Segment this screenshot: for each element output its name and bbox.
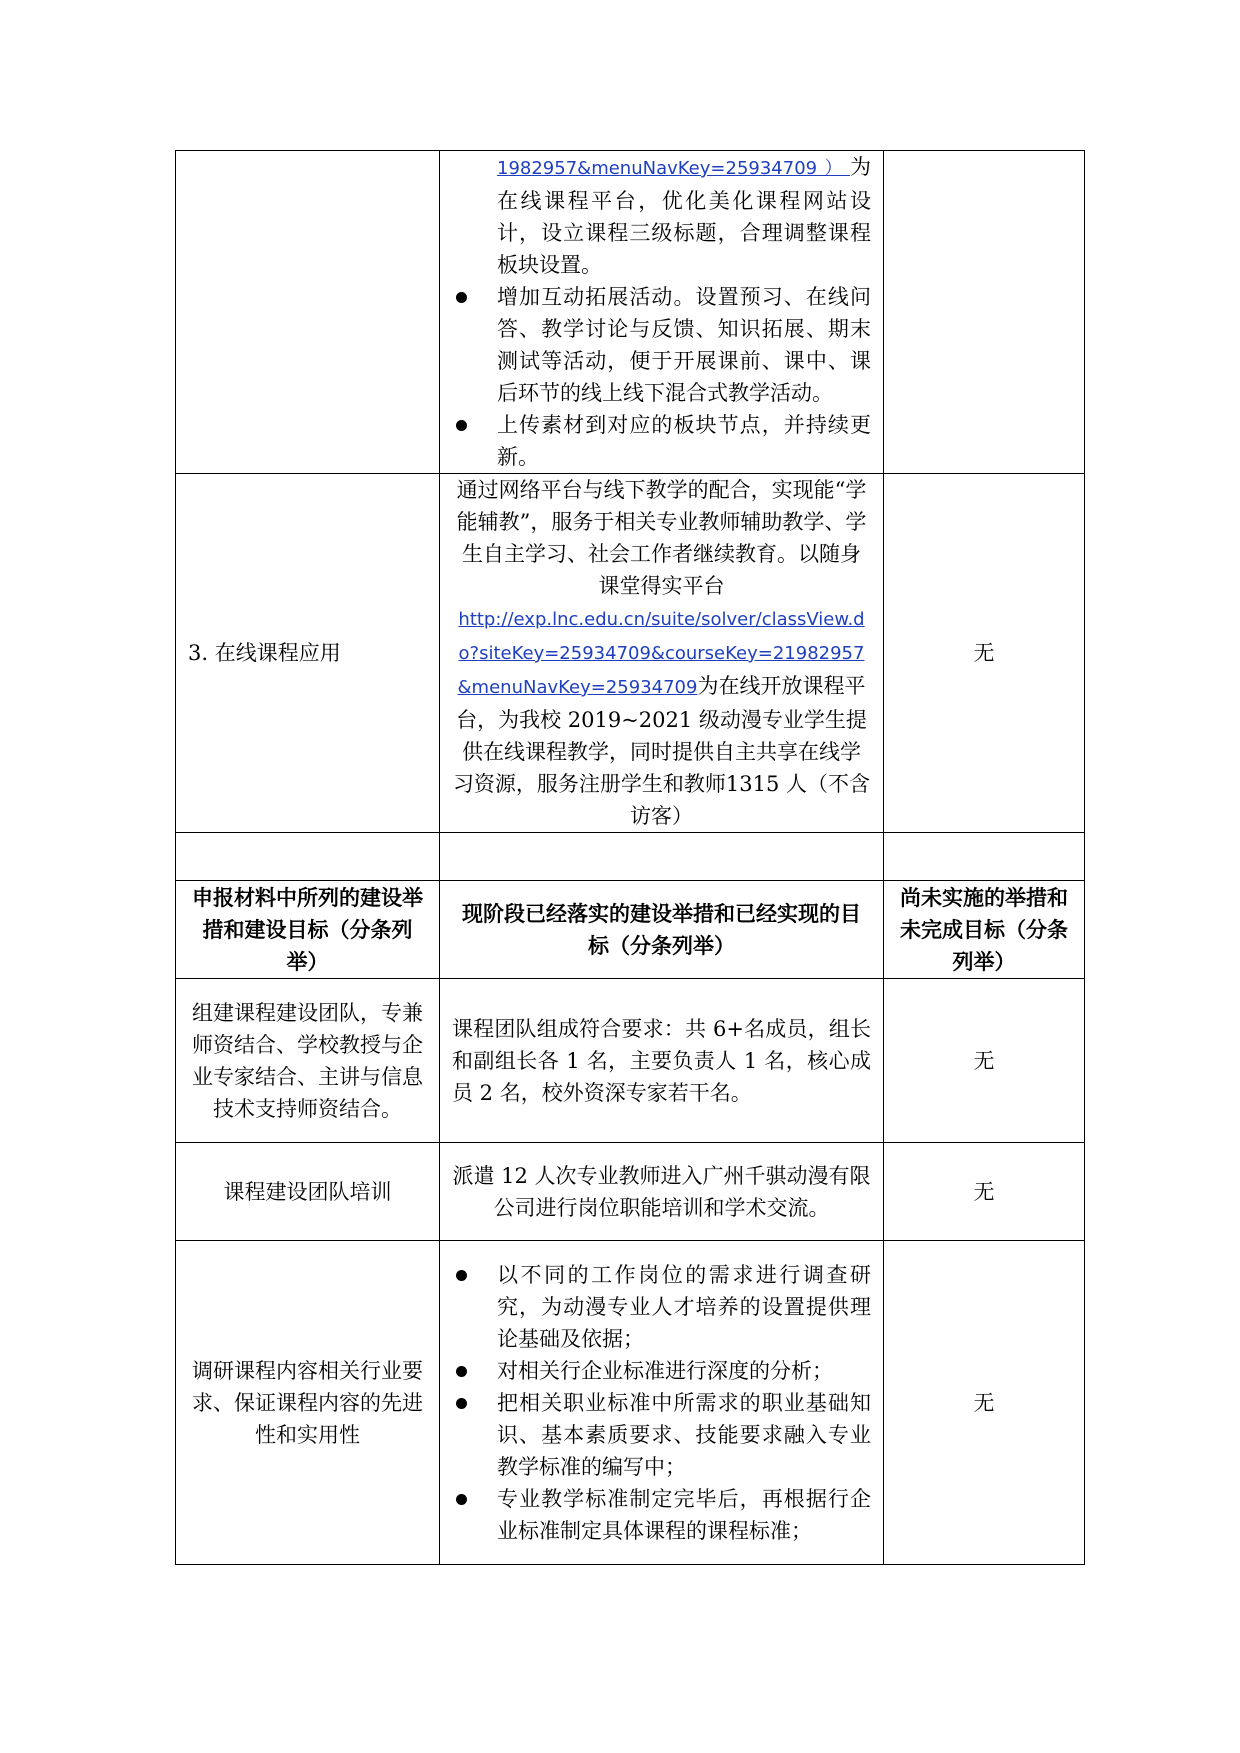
table-row <box>176 1241 1085 1565</box>
list-item: 对相关行企业标准进行深度的分析； <box>452 1355 871 1387</box>
row1-continuation-text: 为在线课程平台，优化美化课程网站设计，设立课程三级标题，合理调整课程板块设置。 <box>497 155 871 277</box>
row7-col2 <box>440 1241 884 1565</box>
row3-col1 <box>176 833 440 881</box>
row2-col1: 3. 在线课程应用 <box>176 474 440 833</box>
list-item: 上传素材到对应的板块节点，并持续更新。 <box>452 409 871 473</box>
header-col1: 申报材料中所列的建设举措和建设目标（分条列举） <box>176 881 440 979</box>
project-table <box>175 150 1085 1565</box>
table-row <box>176 151 1085 474</box>
bullet-icon <box>456 1398 467 1409</box>
row1-col3 <box>884 151 1085 474</box>
bullet-icon <box>456 1366 467 1377</box>
table-row <box>176 979 1085 1143</box>
bullet-icon <box>456 420 467 431</box>
header-col2: 现阶段已经落实的建设举措和已经实现的目标（分条列举） <box>440 881 884 979</box>
row6-col2: 派遣 12 人次专业教师进入广州千骐动漫有限公司进行岗位职能培训和学术交流。 <box>440 1143 884 1241</box>
row3-col3 <box>884 833 1085 881</box>
list-item: 以不同的工作岗位的需求进行调查研究，为动漫专业人才培养的设置提供理论基础及依据； <box>452 1259 871 1355</box>
row1-col1 <box>176 151 440 474</box>
row6-col1: 课程建设团队培训 <box>176 1143 440 1241</box>
row7-col3: 无 <box>884 1241 1085 1565</box>
row1-bullet-list <box>452 281 871 473</box>
bullet-icon <box>456 292 467 303</box>
row5-col3: 无 <box>884 979 1085 1143</box>
row3-col2 <box>440 833 884 881</box>
row5-col1: 组建课程建设团队，专兼师资结合、学校教授与企业专家结合、主讲与信息技术支持师资结合。 <box>176 979 440 1143</box>
table-row <box>176 833 1085 881</box>
row1-col2 <box>440 151 884 474</box>
list-item: 增加互动拓展活动。设置预习、在线问答、教学讨论与反馈、知识拓展、期末测试等活动，便于开展课前、课中、课后环节的线上线下混合式教学活动。 <box>452 281 871 409</box>
table-row <box>176 474 1085 833</box>
list-item: 把相关职业标准中所需求的职业基础知识、基本素质要求、技能要求融入专业教学标准的编写中； <box>452 1387 871 1483</box>
row2-text-after: 为在线开放课程平台，为我校 2019~2021 级动漫专业学生提供在线课程教学，同时提供自主共享在线学习资源，服务注册学生和教师1315 人（不含访客） <box>452 674 871 828</box>
table-header-row <box>176 881 1085 979</box>
row2-col3: 无 <box>884 474 1085 833</box>
bullet-icon <box>456 1270 467 1281</box>
course-link-fragment[interactable]: 1982957&menuNavKey=25934709） <box>497 158 850 179</box>
list-item: 专业教学标准制定完毕后，再根据行企业标准制定具体课程的课程标准； <box>452 1483 871 1547</box>
platform-link[interactable]: http://exp.lnc.edu.cn/suite/solver/classView.do?siteKey=25934709&courseKey=21982957&menuNavKey=25934709 <box>457 609 865 698</box>
bullet-icon <box>456 1494 467 1505</box>
row7-bullet-list <box>452 1259 871 1547</box>
row2-col2 <box>440 474 884 833</box>
table-row <box>176 1143 1085 1241</box>
row5-col2: 课程团队组成符合要求：共 6+名成员，组长和副组长各 1 名，主要负责人 1 名，核心成员 2 名，校外资深专家若干名。 <box>440 979 884 1143</box>
row7-col1: 调研课程内容相关行业要求、保证课程内容的先进性和实用性 <box>176 1241 440 1565</box>
header-col3: 尚未实施的举措和未完成目标（分条列举） <box>884 881 1085 979</box>
row2-text-before: 通过网络平台与线下教学的配合，实现能“学能辅教”，服务于相关专业教师辅助教学、学生自主学习、社会工作者继续教育。以随身课堂得实平台 <box>456 478 867 598</box>
row6-col3: 无 <box>884 1143 1085 1241</box>
